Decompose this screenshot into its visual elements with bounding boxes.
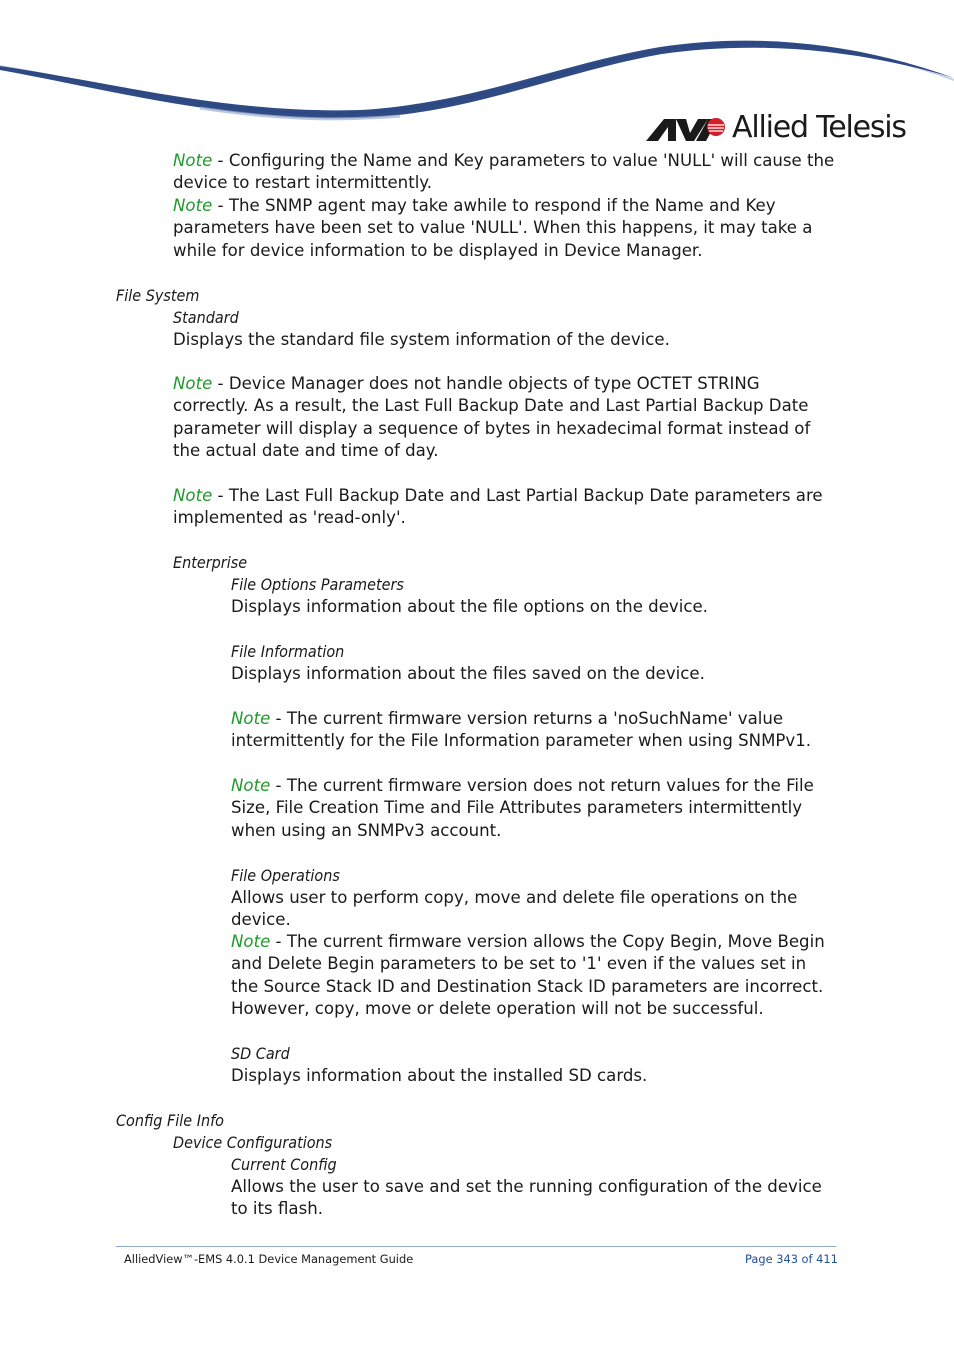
note-octet-string (173, 373, 838, 463)
heading-file-options: File Options Parameters (231, 575, 404, 594)
para-standard: Displays the standard file system information of the device. (173, 330, 670, 349)
note-text: - The SNMP agent may take awhile to respond if the Name and Key parameters have been set to value 'NULL'. When this happens, it may take a while for device information to be displayed in Device Manager. (173, 196, 813, 260)
note-text: - The Last Full Backup Date and Last Partial Backup Date parameters are implemented as 'read-only'. (173, 486, 823, 528)
note-copy-begin (231, 931, 838, 1021)
note-text: - The current firmware version returns a 'noSuchName' value intermittently for the File Information parameter when using SNMPv1. (231, 709, 812, 751)
allied-telesis-logo (646, 110, 906, 146)
note-read-only (173, 485, 838, 530)
note-label: Note (173, 151, 213, 170)
para-file-information: Displays information about the files saved on the device. (231, 664, 705, 683)
note-text: - The current firmware version allows the Copy Begin, Move Begin and Delete Begin parameters to be set to '1' even if the values set in the Source Stack ID and Destination Stack ID parameters are incorrect. However, copy, move or delete operation will not be successful. (231, 932, 825, 1019)
note-text: - The current firmware version does not return values for the File Size, File Creation Time and File Attributes parameters intermittently when using an SNMPv3 account. (231, 776, 814, 840)
note-nosuchname (231, 708, 838, 753)
footer-divider (116, 1246, 836, 1247)
heading-file-information: File Information (231, 642, 345, 661)
note-label: Note (173, 196, 213, 215)
note-label: Note (231, 932, 271, 951)
heading-config-file-info: Config File Info (116, 1111, 224, 1130)
heading-current-config: Current Config (231, 1155, 337, 1174)
heading-enterprise: Enterprise (173, 553, 248, 572)
logo-wordmark: Allied Telesis (732, 110, 906, 145)
para-sd-card: Displays information about the installed SD cards. (231, 1066, 648, 1085)
note-null-restart (173, 150, 838, 195)
heading-file-operations: File Operations (231, 866, 340, 885)
note-snmp-delay (173, 195, 838, 262)
note-label: Note (231, 776, 271, 795)
heading-file-system: File System (116, 286, 200, 305)
para-current-config: Allows the user to save and set the running configuration of the device to its flash. (231, 1177, 822, 1219)
footer-page-number: Page 343 of 411 (745, 1252, 838, 1266)
heading-standard: Standard (173, 308, 239, 327)
para-file-operations: Allows user to perform copy, move and delete file operations on the device. (231, 888, 798, 930)
note-label: Note (231, 709, 271, 728)
note-text: - Configuring the Name and Key parameters to value 'NULL' will cause the device to restart intermittently. (173, 151, 835, 193)
note-text: - Device Manager does not handle objects of type OCTET STRING correctly. As a result, the Last Full Backup Date and Last Partial Backup Date parameter will display a sequence of bytes in hexadecimal format instead of the actual date and time of day. (173, 374, 811, 461)
footer-document-title: AlliedView™-EMS 4.0.1 Device Management Guide (124, 1252, 414, 1266)
note-label: Note (173, 374, 213, 393)
heading-sd-card: SD Card (231, 1044, 290, 1063)
para-file-options: Displays information about the file options on the device. (231, 597, 708, 616)
allied-telesis-logo-icon (646, 113, 726, 143)
heading-device-configurations: Device Configurations (173, 1133, 333, 1152)
note-file-size (231, 775, 838, 842)
note-label: Note (173, 486, 213, 505)
